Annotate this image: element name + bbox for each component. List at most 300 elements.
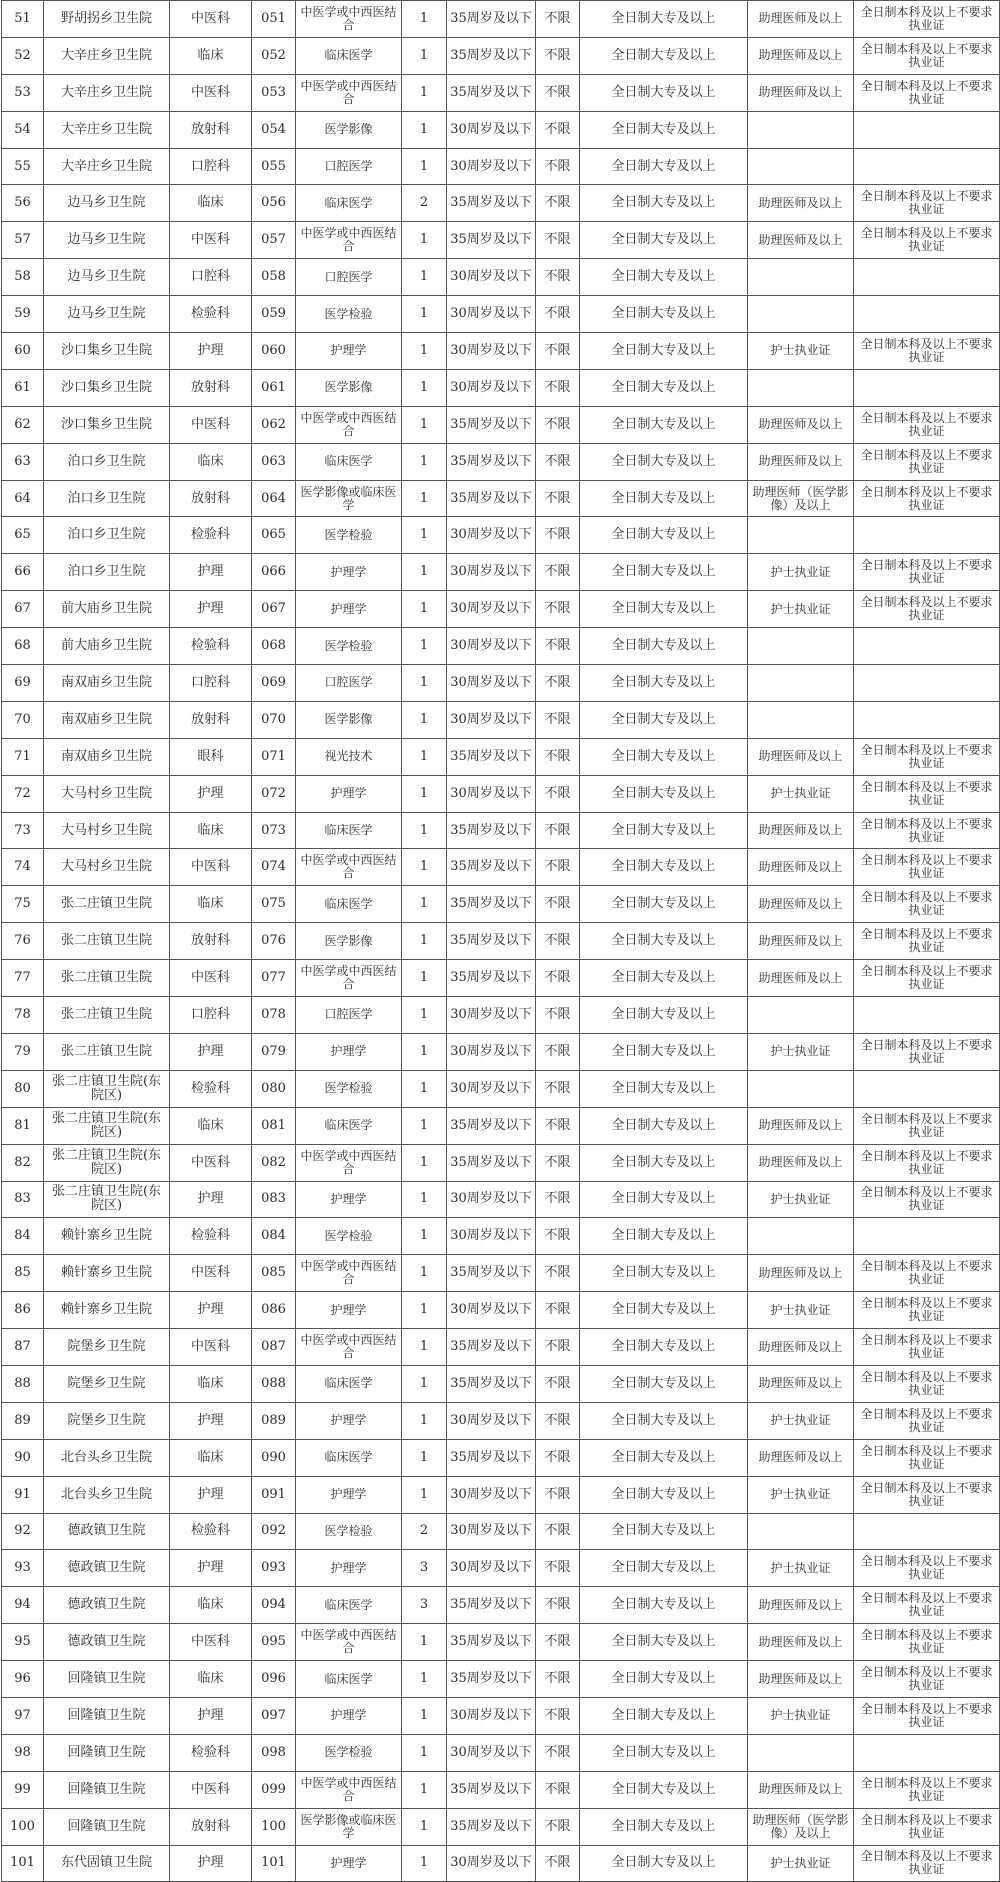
remarks-cell: 全日制本科及以上不要求执业证 (854, 1402, 1000, 1439)
age-limit-cell: 35周岁及以下 (447, 1808, 536, 1845)
table-row (2, 369, 1000, 406)
hospital-name-cell: 赖针寨乡卫生院 (44, 1218, 170, 1255)
age-limit-cell: 35周岁及以下 (447, 222, 536, 259)
department-cell: 临床 (170, 1107, 252, 1144)
remarks-cell: 全日制本科及以上不要求执业证 (854, 1365, 1000, 1402)
department-cell: 中医科 (170, 1624, 252, 1661)
qualification-cell (748, 1734, 854, 1771)
remarks-cell (854, 1734, 1000, 1771)
remarks-cell (854, 259, 1000, 296)
department-cell: 口腔科 (170, 997, 252, 1034)
hospital-name-cell: 大辛庄乡卫生院 (44, 37, 170, 74)
major-cell: 中医学或中西医结合 (296, 1, 402, 38)
age-limit-cell: 30周岁及以下 (447, 1697, 536, 1734)
hospital-name-cell: 北台头乡卫生院 (44, 1476, 170, 1513)
remarks-cell: 全日制本科及以上不要求执业证 (854, 1771, 1000, 1808)
hospital-name-cell: 张二庄镇卫生院(东院区) (44, 1107, 170, 1144)
gender-cell: 不限 (536, 74, 580, 111)
department-cell: 中医科 (170, 1144, 252, 1181)
position-code-cell: 055 (252, 148, 296, 185)
row-number-cell: 56 (2, 185, 44, 222)
hospital-name-cell: 泊口乡卫生院 (44, 517, 170, 554)
education-cell: 全日制大专及以上 (580, 812, 748, 849)
headcount-cell: 3 (402, 1550, 447, 1587)
gender-cell: 不限 (536, 406, 580, 443)
row-number-cell: 84 (2, 1218, 44, 1255)
table-row (2, 1107, 1000, 1144)
remarks-cell (854, 665, 1000, 702)
hospital-name-cell: 沙口集乡卫生院 (44, 333, 170, 370)
row-number-cell: 77 (2, 960, 44, 997)
position-code-cell: 056 (252, 185, 296, 222)
headcount-cell: 1 (402, 111, 447, 148)
gender-cell: 不限 (536, 369, 580, 406)
remarks-cell (854, 1070, 1000, 1107)
education-cell: 全日制大专及以上 (580, 923, 748, 960)
headcount-cell: 1 (402, 628, 447, 665)
row-number-cell: 74 (2, 849, 44, 886)
age-limit-cell: 35周岁及以下 (447, 185, 536, 222)
row-number-cell: 66 (2, 554, 44, 591)
row-number-cell: 64 (2, 480, 44, 517)
hospital-name-cell: 大辛庄乡卫生院 (44, 74, 170, 111)
department-cell: 口腔科 (170, 148, 252, 185)
education-cell: 全日制大专及以上 (580, 74, 748, 111)
age-limit-cell: 30周岁及以下 (447, 333, 536, 370)
table-row (2, 1329, 1000, 1366)
row-number-cell: 79 (2, 1033, 44, 1070)
education-cell: 全日制大专及以上 (580, 1808, 748, 1845)
position-code-cell: 080 (252, 1070, 296, 1107)
headcount-cell: 1 (402, 960, 447, 997)
remarks-cell: 全日制本科及以上不要求执业证 (854, 1107, 1000, 1144)
qualification-cell (748, 997, 854, 1034)
education-cell: 全日制大专及以上 (580, 296, 748, 333)
gender-cell: 不限 (536, 812, 580, 849)
major-cell: 临床医学 (296, 886, 402, 923)
qualification-cell: 助理医师及以上 (748, 443, 854, 480)
gender-cell: 不限 (536, 1476, 580, 1513)
qualification-cell: 护士执业证 (748, 333, 854, 370)
headcount-cell: 1 (402, 1, 447, 38)
education-cell: 全日制大专及以上 (580, 1255, 748, 1292)
gender-cell: 不限 (536, 1292, 580, 1329)
department-cell: 中医科 (170, 74, 252, 111)
table-row (2, 406, 1000, 443)
remarks-cell: 全日制本科及以上不要求执业证 (854, 775, 1000, 812)
major-cell: 护理学 (296, 1292, 402, 1329)
row-number-cell: 80 (2, 1070, 44, 1107)
table-row (2, 1070, 1000, 1107)
hospital-name-cell: 边马乡卫生院 (44, 259, 170, 296)
gender-cell: 不限 (536, 1144, 580, 1181)
headcount-cell: 1 (402, 923, 447, 960)
position-code-cell: 057 (252, 222, 296, 259)
education-cell: 全日制大专及以上 (580, 222, 748, 259)
age-limit-cell: 35周岁及以下 (447, 1, 536, 38)
hospital-name-cell: 德政镇卫生院 (44, 1550, 170, 1587)
qualification-cell: 助理医师及以上 (748, 886, 854, 923)
age-limit-cell: 35周岁及以下 (447, 1771, 536, 1808)
row-number-cell: 57 (2, 222, 44, 259)
headcount-cell: 1 (402, 554, 447, 591)
gender-cell: 不限 (536, 333, 580, 370)
hospital-name-cell: 院堡乡卫生院 (44, 1402, 170, 1439)
major-cell: 护理学 (296, 1181, 402, 1218)
headcount-cell: 1 (402, 148, 447, 185)
table-row (2, 1624, 1000, 1661)
major-cell: 医学检验 (296, 628, 402, 665)
department-cell: 放射科 (170, 111, 252, 148)
hospital-name-cell: 东代固镇卫生院 (44, 1845, 170, 1882)
position-code-cell: 084 (252, 1218, 296, 1255)
department-cell: 放射科 (170, 923, 252, 960)
position-code-cell: 078 (252, 997, 296, 1034)
gender-cell: 不限 (536, 37, 580, 74)
remarks-cell (854, 148, 1000, 185)
qualification-cell: 护士执业证 (748, 1402, 854, 1439)
major-cell: 中医学或中西医结合 (296, 1624, 402, 1661)
major-cell: 中医学或中西医结合 (296, 1144, 402, 1181)
major-cell: 医学影像或临床医学 (296, 480, 402, 517)
age-limit-cell: 35周岁及以下 (447, 1587, 536, 1624)
position-code-cell: 091 (252, 1476, 296, 1513)
qualification-cell: 护士执业证 (748, 1033, 854, 1070)
gender-cell: 不限 (536, 1439, 580, 1476)
headcount-cell: 1 (402, 1439, 447, 1476)
row-number-cell: 100 (2, 1808, 44, 1845)
department-cell: 护理 (170, 1550, 252, 1587)
row-number-cell: 99 (2, 1771, 44, 1808)
headcount-cell: 1 (402, 1033, 447, 1070)
remarks-cell: 全日制本科及以上不要求执业证 (854, 1292, 1000, 1329)
department-cell: 检验科 (170, 517, 252, 554)
gender-cell: 不限 (536, 1771, 580, 1808)
gender-cell: 不限 (536, 1218, 580, 1255)
hospital-name-cell: 前大庙乡卫生院 (44, 591, 170, 628)
age-limit-cell: 30周岁及以下 (447, 628, 536, 665)
major-cell: 临床医学 (296, 443, 402, 480)
major-cell: 视光技术 (296, 738, 402, 775)
department-cell: 中医科 (170, 222, 252, 259)
department-cell: 中医科 (170, 406, 252, 443)
hospital-name-cell: 张二庄镇卫生院(东院区) (44, 1181, 170, 1218)
hospital-name-cell: 张二庄镇卫生院(东院区) (44, 1144, 170, 1181)
position-code-cell: 079 (252, 1033, 296, 1070)
remarks-cell: 全日制本科及以上不要求执业证 (854, 222, 1000, 259)
education-cell: 全日制大专及以上 (580, 591, 748, 628)
department-cell: 护理 (170, 1181, 252, 1218)
age-limit-cell: 30周岁及以下 (447, 997, 536, 1034)
row-number-cell: 95 (2, 1624, 44, 1661)
gender-cell: 不限 (536, 849, 580, 886)
row-number-cell: 70 (2, 701, 44, 738)
qualification-cell: 助理医师及以上 (748, 1624, 854, 1661)
education-cell: 全日制大专及以上 (580, 1439, 748, 1476)
table-row (2, 222, 1000, 259)
position-code-cell: 062 (252, 406, 296, 443)
qualification-cell: 助理医师及以上 (748, 1255, 854, 1292)
hospital-name-cell: 大辛庄乡卫生院 (44, 148, 170, 185)
remarks-cell: 全日制本科及以上不要求执业证 (854, 1587, 1000, 1624)
position-code-cell: 067 (252, 591, 296, 628)
age-limit-cell: 30周岁及以下 (447, 259, 536, 296)
education-cell: 全日制大专及以上 (580, 1550, 748, 1587)
age-limit-cell: 30周岁及以下 (447, 1734, 536, 1771)
row-number-cell: 71 (2, 738, 44, 775)
row-number-cell: 81 (2, 1107, 44, 1144)
major-cell: 医学检验 (296, 1070, 402, 1107)
major-cell: 口腔医学 (296, 665, 402, 702)
table-row (2, 812, 1000, 849)
gender-cell: 不限 (536, 554, 580, 591)
position-code-cell: 089 (252, 1402, 296, 1439)
remarks-cell: 全日制本科及以上不要求执业证 (854, 1255, 1000, 1292)
qualification-cell: 护士执业证 (748, 775, 854, 812)
table-row (2, 1661, 1000, 1698)
education-cell: 全日制大专及以上 (580, 1513, 748, 1550)
table-row (2, 443, 1000, 480)
qualification-cell: 助理医师及以上 (748, 406, 854, 443)
remarks-cell (854, 111, 1000, 148)
gender-cell: 不限 (536, 738, 580, 775)
qualification-cell (748, 259, 854, 296)
age-limit-cell: 30周岁及以下 (447, 1218, 536, 1255)
headcount-cell: 1 (402, 259, 447, 296)
education-cell: 全日制大专及以上 (580, 111, 748, 148)
remarks-cell: 全日制本科及以上不要求执业证 (854, 960, 1000, 997)
hospital-name-cell: 边马乡卫生院 (44, 185, 170, 222)
headcount-cell: 1 (402, 1107, 447, 1144)
headcount-cell: 1 (402, 1402, 447, 1439)
position-code-cell: 054 (252, 111, 296, 148)
table-row (2, 1218, 1000, 1255)
hospital-name-cell: 回隆镇卫生院 (44, 1734, 170, 1771)
gender-cell: 不限 (536, 1734, 580, 1771)
table-row (2, 1, 1000, 38)
major-cell: 临床医学 (296, 1107, 402, 1144)
position-code-cell: 096 (252, 1661, 296, 1698)
education-cell: 全日制大专及以上 (580, 628, 748, 665)
hospital-name-cell: 野胡拐乡卫生院 (44, 1, 170, 38)
recruitment-table (1, 0, 1000, 1882)
department-cell: 临床 (170, 812, 252, 849)
row-number-cell: 88 (2, 1365, 44, 1402)
major-cell: 护理学 (296, 1845, 402, 1882)
table-row (2, 1439, 1000, 1476)
education-cell: 全日制大专及以上 (580, 775, 748, 812)
gender-cell: 不限 (536, 296, 580, 333)
department-cell: 中医科 (170, 960, 252, 997)
table-row (2, 960, 1000, 997)
table-row (2, 148, 1000, 185)
age-limit-cell: 35周岁及以下 (447, 1365, 536, 1402)
position-code-cell: 094 (252, 1587, 296, 1624)
major-cell: 护理学 (296, 554, 402, 591)
department-cell: 临床 (170, 1365, 252, 1402)
row-number-cell: 54 (2, 111, 44, 148)
table-row (2, 1697, 1000, 1734)
qualification-cell: 护士执业证 (748, 554, 854, 591)
qualification-cell: 助理医师及以上 (748, 738, 854, 775)
major-cell: 中医学或中西医结合 (296, 406, 402, 443)
headcount-cell: 1 (402, 812, 447, 849)
position-code-cell: 076 (252, 923, 296, 960)
major-cell: 临床医学 (296, 1439, 402, 1476)
major-cell: 临床医学 (296, 812, 402, 849)
position-code-cell: 051 (252, 1, 296, 38)
major-cell: 临床医学 (296, 185, 402, 222)
gender-cell: 不限 (536, 1402, 580, 1439)
age-limit-cell: 30周岁及以下 (447, 1402, 536, 1439)
gender-cell: 不限 (536, 960, 580, 997)
table-row (2, 554, 1000, 591)
qualification-cell: 助理医师及以上 (748, 222, 854, 259)
department-cell: 中医科 (170, 849, 252, 886)
education-cell: 全日制大专及以上 (580, 517, 748, 554)
row-number-cell: 76 (2, 923, 44, 960)
table-row (2, 628, 1000, 665)
remarks-cell (854, 369, 1000, 406)
headcount-cell: 2 (402, 185, 447, 222)
education-cell: 全日制大专及以上 (580, 1144, 748, 1181)
age-limit-cell: 35周岁及以下 (447, 886, 536, 923)
gender-cell: 不限 (536, 1033, 580, 1070)
gender-cell: 不限 (536, 517, 580, 554)
position-code-cell: 066 (252, 554, 296, 591)
qualification-cell: 护士执业证 (748, 1697, 854, 1734)
row-number-cell: 94 (2, 1587, 44, 1624)
position-code-cell: 095 (252, 1624, 296, 1661)
department-cell: 放射科 (170, 1808, 252, 1845)
remarks-cell: 全日制本科及以上不要求执业证 (854, 443, 1000, 480)
position-code-cell: 098 (252, 1734, 296, 1771)
education-cell: 全日制大专及以上 (580, 333, 748, 370)
qualification-cell: 护士执业证 (748, 591, 854, 628)
position-code-cell: 064 (252, 480, 296, 517)
remarks-cell: 全日制本科及以上不要求执业证 (854, 1808, 1000, 1845)
education-cell: 全日制大专及以上 (580, 997, 748, 1034)
position-code-cell: 069 (252, 665, 296, 702)
department-cell: 放射科 (170, 480, 252, 517)
education-cell: 全日制大专及以上 (580, 554, 748, 591)
headcount-cell: 1 (402, 886, 447, 923)
gender-cell: 不限 (536, 701, 580, 738)
qualification-cell: 助理医师及以上 (748, 37, 854, 74)
education-cell: 全日制大专及以上 (580, 1292, 748, 1329)
major-cell: 医学影像 (296, 701, 402, 738)
hospital-name-cell: 南双庙乡卫生院 (44, 665, 170, 702)
hospital-name-cell: 回隆镇卫生院 (44, 1661, 170, 1698)
table-row (2, 259, 1000, 296)
headcount-cell: 1 (402, 738, 447, 775)
table-row (2, 701, 1000, 738)
gender-cell: 不限 (536, 1107, 580, 1144)
table-row (2, 1402, 1000, 1439)
headcount-cell: 1 (402, 1771, 447, 1808)
age-limit-cell: 30周岁及以下 (447, 1550, 536, 1587)
remarks-cell: 全日制本科及以上不要求执业证 (854, 406, 1000, 443)
major-cell: 医学检验 (296, 1513, 402, 1550)
table-row (2, 1771, 1000, 1808)
hospital-name-cell: 回隆镇卫生院 (44, 1697, 170, 1734)
age-limit-cell: 30周岁及以下 (447, 775, 536, 812)
age-limit-cell: 30周岁及以下 (447, 1845, 536, 1882)
department-cell: 临床 (170, 185, 252, 222)
table-row (2, 1255, 1000, 1292)
age-limit-cell: 35周岁及以下 (447, 1329, 536, 1366)
table-row (2, 1365, 1000, 1402)
table-row (2, 738, 1000, 775)
gender-cell: 不限 (536, 1513, 580, 1550)
table-row (2, 1513, 1000, 1550)
hospital-name-cell: 赖针寨乡卫生院 (44, 1255, 170, 1292)
table-row (2, 1845, 1000, 1882)
headcount-cell: 2 (402, 1513, 447, 1550)
row-number-cell: 61 (2, 369, 44, 406)
remarks-cell: 全日制本科及以上不要求执业证 (854, 1697, 1000, 1734)
headcount-cell: 1 (402, 222, 447, 259)
department-cell: 护理 (170, 554, 252, 591)
row-number-cell: 98 (2, 1734, 44, 1771)
headcount-cell: 1 (402, 369, 447, 406)
hospital-name-cell: 张二庄镇卫生院 (44, 1033, 170, 1070)
gender-cell: 不限 (536, 628, 580, 665)
department-cell: 临床 (170, 443, 252, 480)
headcount-cell: 1 (402, 406, 447, 443)
remarks-cell: 全日制本科及以上不要求执业证 (854, 591, 1000, 628)
headcount-cell: 1 (402, 1070, 447, 1107)
position-code-cell: 077 (252, 960, 296, 997)
row-number-cell: 96 (2, 1661, 44, 1698)
table-row (2, 1587, 1000, 1624)
qualification-cell: 护士执业证 (748, 1181, 854, 1218)
row-number-cell: 97 (2, 1697, 44, 1734)
gender-cell: 不限 (536, 1550, 580, 1587)
hospital-name-cell: 大辛庄乡卫生院 (44, 111, 170, 148)
age-limit-cell: 35周岁及以下 (447, 37, 536, 74)
qualification-cell: 护士执业证 (748, 1845, 854, 1882)
major-cell: 中医学或中西医结合 (296, 1329, 402, 1366)
department-cell: 护理 (170, 1697, 252, 1734)
position-code-cell: 100 (252, 1808, 296, 1845)
row-number-cell: 60 (2, 333, 44, 370)
qualification-cell (748, 628, 854, 665)
headcount-cell: 1 (402, 849, 447, 886)
headcount-cell: 1 (402, 1255, 447, 1292)
row-number-cell: 86 (2, 1292, 44, 1329)
qualification-cell: 助理医师及以上 (748, 1771, 854, 1808)
table-row (2, 74, 1000, 111)
remarks-cell: 全日制本科及以上不要求执业证 (854, 1439, 1000, 1476)
hospital-name-cell: 大马村乡卫生院 (44, 849, 170, 886)
qualification-cell: 助理医师及以上 (748, 1329, 854, 1366)
table-row (2, 1144, 1000, 1181)
age-limit-cell: 30周岁及以下 (447, 554, 536, 591)
hospital-name-cell: 边马乡卫生院 (44, 296, 170, 333)
hospital-name-cell: 沙口集乡卫生院 (44, 406, 170, 443)
department-cell: 检验科 (170, 1513, 252, 1550)
row-number-cell: 75 (2, 886, 44, 923)
position-code-cell: 093 (252, 1550, 296, 1587)
department-cell: 临床 (170, 1439, 252, 1476)
row-number-cell: 92 (2, 1513, 44, 1550)
education-cell: 全日制大专及以上 (580, 1697, 748, 1734)
remarks-cell (854, 296, 1000, 333)
qualification-cell: 助理医师及以上 (748, 74, 854, 111)
education-cell: 全日制大专及以上 (580, 1033, 748, 1070)
position-code-cell: 072 (252, 775, 296, 812)
